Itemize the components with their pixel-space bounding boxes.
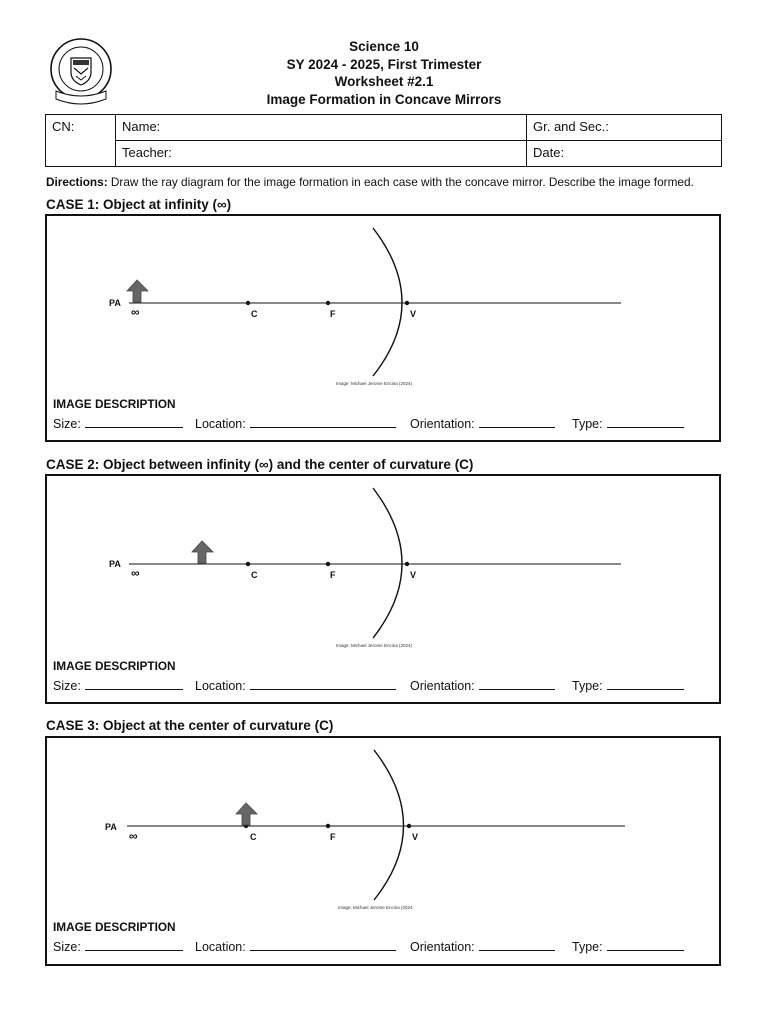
- location-label: Location:: [195, 679, 246, 693]
- vertex-label: V: [410, 309, 417, 319]
- location-label: Location:: [195, 940, 246, 954]
- object-arrow: [236, 803, 257, 825]
- vertex-label: V: [412, 832, 419, 842]
- type-blank[interactable]: [607, 939, 684, 951]
- pa-label: PA: [109, 298, 121, 308]
- center-point: [246, 301, 250, 305]
- vertex-point: [405, 301, 409, 305]
- image-description-title: IMAGE DESCRIPTION: [53, 659, 176, 673]
- cn-field[interactable]: CN:: [46, 115, 116, 167]
- concave-mirror: [373, 228, 402, 376]
- size-blank[interactable]: [85, 678, 183, 690]
- object-arrow: [192, 541, 213, 563]
- type-blank[interactable]: [607, 416, 684, 428]
- orientation-blank[interactable]: [479, 416, 555, 428]
- name-field[interactable]: Name:: [116, 115, 527, 141]
- vertex-point: [407, 824, 411, 828]
- case-1-title: CASE 1: Object at infinity (∞): [46, 197, 232, 212]
- orientation-label: Orientation:: [410, 940, 475, 954]
- size-blank[interactable]: [85, 416, 183, 428]
- focus-point: [326, 562, 330, 566]
- image-description-title: IMAGE DESCRIPTION: [53, 920, 176, 934]
- case-2-title: CASE 2: Object between infinity (∞) and the center of curvature (C): [46, 457, 474, 472]
- location-label: Location:: [195, 417, 246, 431]
- directions-text: Draw the ray diagram for the image formation in each case with the concave mirror. Describe the image formed.: [107, 175, 694, 189]
- size-blank[interactable]: [85, 939, 183, 951]
- center-point: [246, 562, 250, 566]
- type-label: Type:: [572, 417, 603, 431]
- student-info-table: [45, 114, 722, 167]
- worksheet-number: Worksheet #2.1: [334, 74, 434, 89]
- location-blank[interactable]: [250, 678, 396, 690]
- image-description-title: IMAGE DESCRIPTION: [53, 397, 176, 411]
- grade-section-field[interactable]: Gr. and Sec.:: [527, 115, 722, 141]
- focus-label: F: [330, 570, 336, 580]
- directions: [46, 175, 694, 189]
- teacher-field[interactable]: Teacher:: [116, 141, 527, 167]
- directions-label: Directions:: [46, 175, 108, 189]
- focus-point: [326, 824, 330, 828]
- pa-label: PA: [105, 822, 117, 832]
- object-arrow: [127, 280, 148, 302]
- focus-label: F: [330, 832, 336, 842]
- location-blank[interactable]: [250, 939, 396, 951]
- case-1-box: [45, 214, 721, 442]
- course-title: Science 10: [349, 39, 419, 54]
- image-credit: Image: Michael Jerome Encina (2024): [336, 643, 413, 648]
- focus-point: [326, 301, 330, 305]
- center-label: C: [251, 309, 258, 319]
- center-label: C: [250, 832, 257, 842]
- orientation-label: Orientation:: [410, 417, 475, 431]
- infinity-label: ∞: [129, 829, 138, 843]
- school-year: SY 2024 - 2025, First Trimester: [286, 56, 482, 72]
- orientation-blank[interactable]: [479, 678, 555, 690]
- infinity-label: ∞: [131, 566, 140, 580]
- image-credit: Image: Michael Jerome Encina (2024): [336, 381, 413, 386]
- concave-mirror: [373, 488, 402, 638]
- orientation-label: Orientation:: [410, 679, 475, 693]
- size-label: Size:: [53, 940, 81, 954]
- pa-label: PA: [109, 559, 121, 569]
- type-label: Type:: [572, 679, 603, 693]
- concave-mirror: [374, 750, 404, 900]
- type-label: Type:: [572, 940, 603, 954]
- case-2-box: [45, 474, 721, 704]
- case-3-title: CASE 3: Object at the center of curvature (C): [46, 718, 334, 733]
- worksheet-topic: Image Formation in Concave Mirrors: [266, 91, 502, 107]
- type-blank[interactable]: [607, 678, 684, 690]
- vertex-label: V: [410, 570, 417, 580]
- case-3-box: [45, 736, 721, 966]
- focus-label: F: [330, 309, 336, 319]
- center-label: C: [251, 570, 258, 580]
- infinity-label: ∞: [131, 305, 140, 319]
- date-field[interactable]: Date:: [527, 141, 722, 167]
- image-credit: Image: Michael Jerome Encina (2024: [338, 905, 413, 910]
- orientation-blank[interactable]: [479, 939, 555, 951]
- location-blank[interactable]: [250, 416, 396, 428]
- size-label: Size:: [53, 679, 81, 693]
- vertex-point: [405, 562, 409, 566]
- size-label: Size:: [53, 417, 81, 431]
- worksheet-header: [0, 38, 768, 108]
